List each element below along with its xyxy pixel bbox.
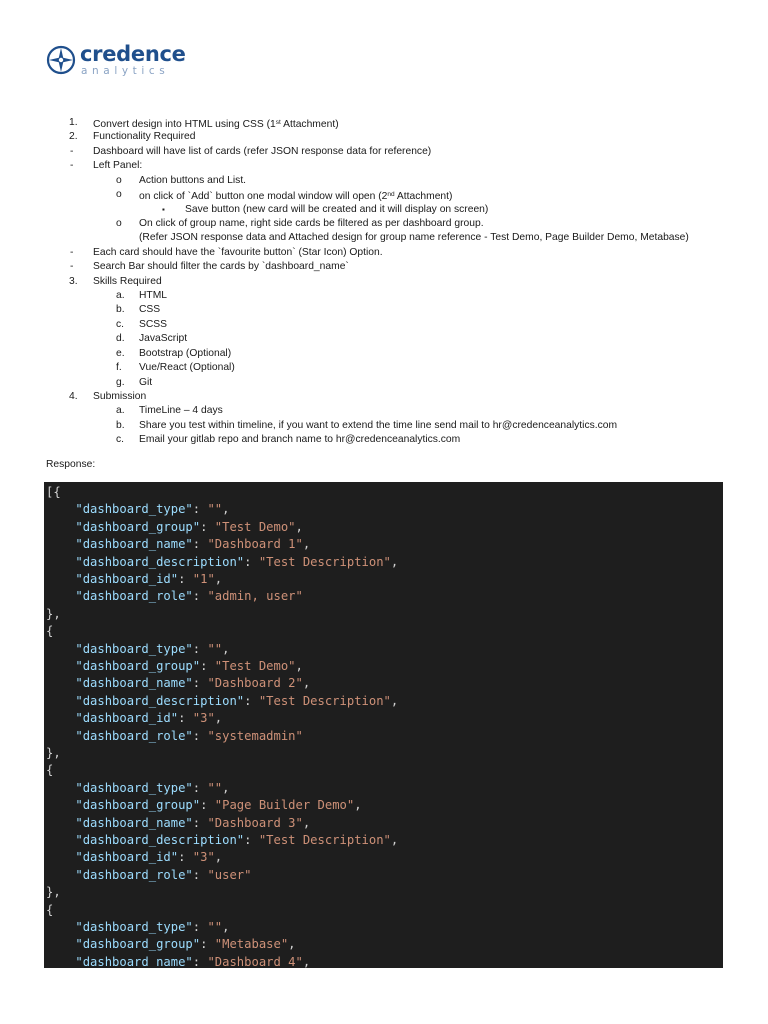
code-line bbox=[46, 501, 229, 518]
code-line bbox=[46, 675, 310, 692]
json-punctuation bbox=[46, 694, 75, 708]
json-punctuation bbox=[46, 520, 75, 534]
list-marker: o bbox=[116, 189, 122, 200]
json-key: "dashboard_description" bbox=[75, 833, 245, 847]
list-item: Convert design into HTML using CSS (1st Attachment) bbox=[93, 119, 339, 130]
json-punctuation: }, bbox=[46, 885, 61, 900]
json-string: "Dashboard 3" bbox=[207, 815, 303, 830]
json-key: "dashboard_name" bbox=[75, 954, 193, 968]
json-punctuation: { bbox=[46, 763, 54, 778]
json-punctuation bbox=[46, 502, 75, 516]
list-item: TimeLine – 4 days bbox=[139, 405, 223, 416]
list-item: Share you test within timeline, if you want to extend the time line send mail to hr@credenceanalytics.com bbox=[139, 420, 618, 431]
code-line bbox=[46, 832, 398, 849]
json-punctuation: }, bbox=[46, 606, 61, 621]
json-key: "dashboard_group" bbox=[75, 659, 201, 673]
json-string: "" bbox=[207, 641, 223, 656]
list-item: Dashboard will have list of cards (refer JSON response data for reference) bbox=[93, 146, 432, 157]
json-key: "dashboard_role" bbox=[75, 867, 193, 882]
json-punctuation bbox=[46, 729, 75, 743]
json-string: "Test Demo" bbox=[214, 659, 296, 673]
json-punctuation: : bbox=[192, 728, 208, 743]
list-item: Left Panel: bbox=[93, 160, 143, 171]
json-punctuation: , bbox=[222, 780, 230, 795]
json-punctuation: : bbox=[200, 937, 215, 952]
json-punctuation bbox=[46, 798, 75, 812]
json-punctuation bbox=[46, 868, 75, 882]
list-marker: 2. bbox=[69, 131, 78, 142]
code-line bbox=[46, 919, 229, 936]
code-line bbox=[46, 797, 362, 814]
json-punctuation: : bbox=[192, 867, 208, 882]
json-string: "Test Demo" bbox=[214, 519, 296, 534]
json-punctuation: , bbox=[214, 711, 223, 726]
json-punctuation: : bbox=[178, 850, 193, 865]
json-punctuation: , bbox=[214, 850, 223, 865]
company-logo bbox=[46, 44, 186, 77]
json-string: "Test Description" bbox=[258, 833, 391, 847]
list-marker: d. bbox=[116, 333, 125, 344]
json-punctuation: , bbox=[302, 954, 311, 968]
json-punctuation: : bbox=[244, 833, 259, 847]
json-string: "user" bbox=[207, 867, 252, 882]
json-string: "Test Description" bbox=[258, 693, 391, 708]
list-item: Search Bar should filter the cards by `dashboard_name` bbox=[93, 261, 349, 272]
json-punctuation: , bbox=[302, 676, 311, 691]
list-marker: b. bbox=[116, 304, 125, 315]
json-punctuation: : bbox=[178, 572, 193, 586]
list-marker: 3. bbox=[69, 276, 78, 287]
json-string: "1" bbox=[192, 572, 215, 586]
json-punctuation: , bbox=[214, 572, 223, 586]
json-punctuation: : bbox=[192, 589, 208, 604]
list-marker: b. bbox=[116, 420, 125, 431]
code-line bbox=[46, 710, 222, 727]
json-punctuation: , bbox=[390, 833, 399, 847]
logo-wordmark: credence bbox=[80, 42, 186, 66]
json-punctuation bbox=[46, 555, 75, 569]
json-key: "dashboard_type" bbox=[75, 641, 193, 656]
list-marker: e. bbox=[116, 348, 125, 359]
list-item: Submission bbox=[93, 391, 147, 402]
json-punctuation: : bbox=[192, 780, 208, 795]
code-line bbox=[46, 554, 398, 571]
list-item: Action buttons and List. bbox=[139, 175, 247, 186]
list-item: on click of `Add` button one modal window will open (2nd Attachment) bbox=[139, 191, 453, 202]
json-key: "dashboard_id" bbox=[75, 711, 179, 726]
json-string: "Dashboard 2" bbox=[207, 676, 303, 691]
json-key: "dashboard_role" bbox=[75, 589, 193, 604]
json-punctuation bbox=[46, 659, 75, 673]
json-key: "dashboard_name" bbox=[75, 815, 193, 830]
json-punctuation: , bbox=[302, 537, 311, 552]
json-punctuation: , bbox=[295, 519, 303, 534]
code-line bbox=[46, 693, 398, 710]
list-item: Skills Required bbox=[93, 276, 162, 287]
list-item: CSS bbox=[139, 304, 161, 315]
json-string: "Page Builder Demo" bbox=[214, 798, 355, 813]
json-punctuation: : bbox=[192, 954, 208, 968]
json-punctuation: , bbox=[354, 798, 362, 813]
code-line bbox=[46, 728, 303, 745]
list-marker: o bbox=[116, 175, 122, 186]
json-punctuation bbox=[46, 572, 75, 586]
code-line bbox=[46, 571, 222, 588]
code-line bbox=[46, 884, 61, 901]
json-punctuation: : bbox=[200, 659, 215, 673]
json-string: "systemadmin" bbox=[207, 728, 303, 743]
code-line bbox=[46, 936, 296, 953]
list-marker: - bbox=[70, 261, 74, 272]
code-line bbox=[46, 902, 53, 919]
json-punctuation bbox=[46, 711, 75, 725]
list-item: Git bbox=[139, 377, 153, 388]
json-punctuation: , bbox=[390, 554, 399, 569]
code-line bbox=[46, 745, 61, 762]
response-label: Response: bbox=[46, 459, 96, 470]
compass-star-icon bbox=[46, 45, 76, 75]
json-punctuation bbox=[46, 833, 75, 847]
list-item: HTML bbox=[139, 290, 168, 301]
json-key: "dashboard_type" bbox=[75, 780, 193, 795]
json-punctuation: : bbox=[192, 815, 208, 830]
list-item: Bootstrap (Optional) bbox=[139, 348, 232, 359]
json-punctuation: : bbox=[192, 641, 208, 656]
code-line bbox=[46, 623, 53, 640]
list-marker: - bbox=[70, 146, 74, 157]
json-punctuation: , bbox=[222, 920, 230, 934]
json-string: "3" bbox=[192, 711, 215, 726]
json-string: "" bbox=[207, 780, 223, 795]
list-marker: o bbox=[116, 218, 122, 229]
code-line bbox=[46, 641, 229, 658]
json-key: "dashboard_role" bbox=[75, 728, 193, 743]
json-punctuation: }, bbox=[46, 746, 61, 760]
json-key: "dashboard_name" bbox=[75, 676, 193, 691]
json-punctuation: : bbox=[192, 920, 208, 934]
list-marker: 4. bbox=[69, 391, 78, 402]
code-line bbox=[46, 536, 310, 553]
json-string: "Dashboard 4" bbox=[207, 954, 303, 968]
list-marker: a. bbox=[116, 290, 125, 301]
list-item: Save button (new card will be created and it will display on screen) bbox=[185, 204, 489, 215]
json-punctuation bbox=[46, 781, 75, 795]
list-marker: - bbox=[70, 247, 74, 258]
list-item: Each card should have the `favourite button` (Star Icon) Option. bbox=[93, 247, 383, 258]
json-string: "Test Description" bbox=[258, 554, 391, 569]
json-punctuation bbox=[46, 676, 75, 690]
json-punctuation: { bbox=[46, 624, 54, 639]
code-line bbox=[46, 658, 303, 675]
json-punctuation bbox=[46, 537, 75, 551]
logo-subtitle: analytics bbox=[81, 65, 170, 77]
json-string: "" bbox=[207, 502, 223, 517]
json-punctuation: : bbox=[192, 537, 208, 552]
json-key: "dashboard_description" bbox=[75, 693, 245, 708]
list-marker: - bbox=[70, 160, 74, 171]
json-punctuation bbox=[46, 955, 75, 968]
code-line bbox=[46, 867, 251, 884]
code-line bbox=[46, 606, 61, 623]
json-string: "Dashboard 1" bbox=[207, 537, 303, 552]
list-marker: c. bbox=[116, 434, 125, 445]
json-code-block bbox=[44, 482, 723, 968]
list-marker: 1. bbox=[69, 117, 78, 128]
code-line bbox=[46, 588, 303, 605]
json-punctuation: : bbox=[192, 502, 208, 517]
json-punctuation: { bbox=[46, 902, 54, 917]
list-item: SCSS bbox=[139, 319, 168, 330]
json-punctuation: : bbox=[178, 711, 193, 726]
json-punctuation: : bbox=[244, 693, 259, 708]
list-item: Email your gitlab repo and branch name to hr@credenceanalytics.com bbox=[139, 434, 461, 445]
json-punctuation: , bbox=[295, 659, 303, 673]
json-punctuation: : bbox=[192, 676, 208, 691]
list-marker: a. bbox=[116, 405, 125, 416]
json-string: "3" bbox=[192, 850, 215, 865]
json-key: "dashboard_type" bbox=[75, 920, 193, 934]
list-marker: f. bbox=[116, 362, 122, 373]
code-line bbox=[46, 762, 53, 779]
json-string: "admin, user" bbox=[207, 589, 303, 604]
json-string: "Metabase" bbox=[214, 937, 289, 952]
json-key: "dashboard_id" bbox=[75, 850, 179, 865]
json-punctuation bbox=[46, 850, 75, 864]
json-punctuation bbox=[46, 589, 75, 603]
json-key: "dashboard_description" bbox=[75, 554, 245, 569]
json-punctuation bbox=[46, 816, 75, 830]
json-punctuation: , bbox=[222, 641, 230, 656]
json-punctuation: : bbox=[200, 519, 215, 534]
json-punctuation: , bbox=[390, 693, 399, 708]
json-punctuation: : bbox=[244, 554, 259, 569]
json-punctuation: : bbox=[200, 798, 215, 813]
json-key: "dashboard_name" bbox=[75, 537, 193, 552]
list-item: Functionality Required bbox=[93, 131, 196, 142]
code-line bbox=[46, 954, 310, 968]
json-punctuation: , bbox=[288, 937, 296, 952]
json-key: "dashboard_group" bbox=[75, 798, 201, 813]
json-punctuation bbox=[46, 642, 75, 656]
json-punctuation: [{ bbox=[46, 485, 61, 499]
json-punctuation bbox=[46, 937, 75, 951]
json-string: "" bbox=[207, 920, 223, 934]
code-line bbox=[46, 849, 222, 866]
code-line bbox=[46, 519, 303, 536]
list-item: JavaScript bbox=[139, 333, 188, 344]
code-line bbox=[46, 815, 310, 832]
list-marker: g. bbox=[116, 377, 125, 388]
json-key: "dashboard_group" bbox=[75, 519, 201, 534]
json-punctuation: , bbox=[222, 502, 230, 517]
code-line bbox=[46, 484, 61, 501]
json-key: "dashboard_group" bbox=[75, 937, 201, 952]
json-key: "dashboard_type" bbox=[75, 502, 193, 517]
list-item: Vue/React (Optional) bbox=[139, 362, 235, 373]
list-item: (Refer JSON response data and Attached design for group name reference - Test Demo, Page Builder Demo, Metabase) bbox=[139, 232, 689, 243]
list-item: On click of group name, right side cards be filtered as per dashboard group. bbox=[139, 218, 484, 229]
json-key: "dashboard_id" bbox=[75, 572, 179, 586]
json-punctuation: , bbox=[302, 815, 311, 830]
list-marker: ▪ bbox=[162, 205, 165, 214]
list-marker: c. bbox=[116, 319, 125, 330]
code-line bbox=[46, 780, 229, 797]
json-punctuation bbox=[46, 920, 75, 934]
